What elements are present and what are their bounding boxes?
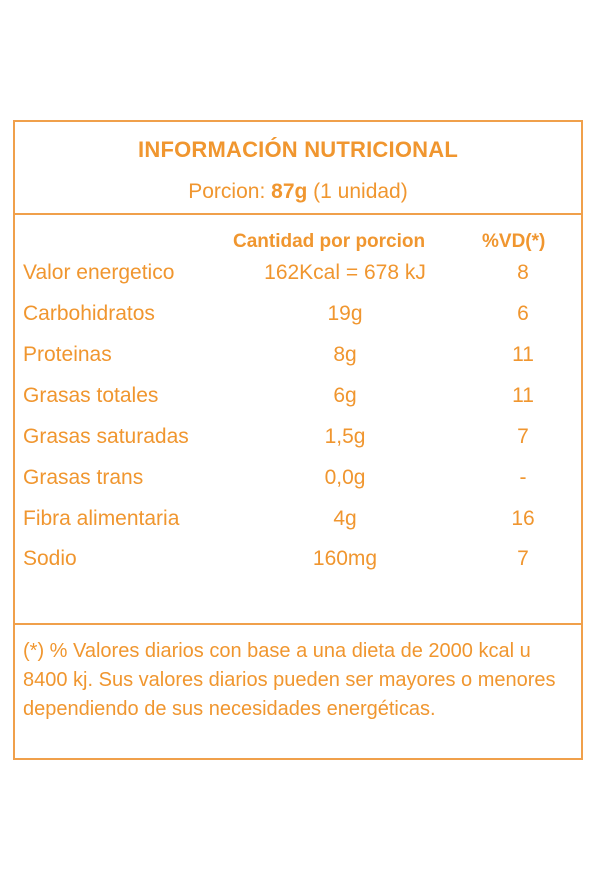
table-row [15, 466, 581, 500]
table-row [15, 261, 581, 295]
nutrient-vd: 16 [511, 507, 535, 530]
table-row [15, 343, 581, 377]
table-row [15, 507, 581, 541]
nutrient-quantity: 6g [333, 384, 357, 407]
table-row [15, 425, 581, 459]
nutrient-quantity: 160mg [312, 547, 378, 570]
nutrition-title: INFORMACIÓN NUTRICIONAL [138, 137, 458, 162]
nutrient-vd: 8 [517, 261, 529, 284]
column-header-vd: %VD(*) [482, 231, 546, 252]
nutrition-table [15, 215, 581, 625]
nutrient-name: Fibra alimentaria [23, 507, 180, 530]
nutrient-name: Grasas totales [23, 384, 159, 407]
portion-line [15, 180, 581, 204]
nutrient-quantity: 19g [327, 302, 363, 325]
nutrient-quantity: 8g [333, 343, 357, 366]
nutrient-vd: 7 [517, 547, 529, 570]
table-row [15, 384, 581, 418]
nutrient-name: Carbohidratos [23, 302, 155, 325]
portion-value: 87g [271, 180, 308, 203]
nutrient-quantity: 0,0g [324, 466, 366, 489]
nutrient-vd: - [519, 466, 527, 489]
nutrient-name: Grasas saturadas [23, 425, 189, 448]
table-row [15, 302, 581, 336]
nutrient-vd: 6 [517, 302, 529, 325]
daily-values-footnote: (*) % Valores diarios con base a una dieta de 2000 kcal u 8400 kj. Sus valores diarios pueden ser mayores o menores dependiendo de sus necesidades energéticas. [23, 640, 556, 720]
nutrient-vd: 7 [517, 425, 529, 448]
nutrition-header [15, 122, 581, 215]
table-row [15, 547, 581, 581]
nutrient-quantity: 162Kcal = 678 kJ [264, 261, 426, 284]
nutrient-quantity: 4g [333, 507, 357, 530]
nutrient-name: Proteinas [23, 343, 112, 366]
portion-label: Porcion: [188, 180, 266, 203]
nutrient-vd: 11 [512, 343, 534, 366]
nutrient-quantity: 1,5g [324, 425, 366, 448]
nutrition-facts-panel [13, 120, 583, 760]
portion-note: (1 unidad) [313, 180, 408, 203]
nutrient-name: Sodio [23, 547, 77, 570]
nutrient-name: Grasas trans [23, 466, 144, 489]
nutrient-name: Valor energetico [23, 261, 175, 284]
nutrient-vd: 11 [512, 384, 534, 407]
column-header-quantity: Cantidad por porcion [233, 231, 426, 252]
